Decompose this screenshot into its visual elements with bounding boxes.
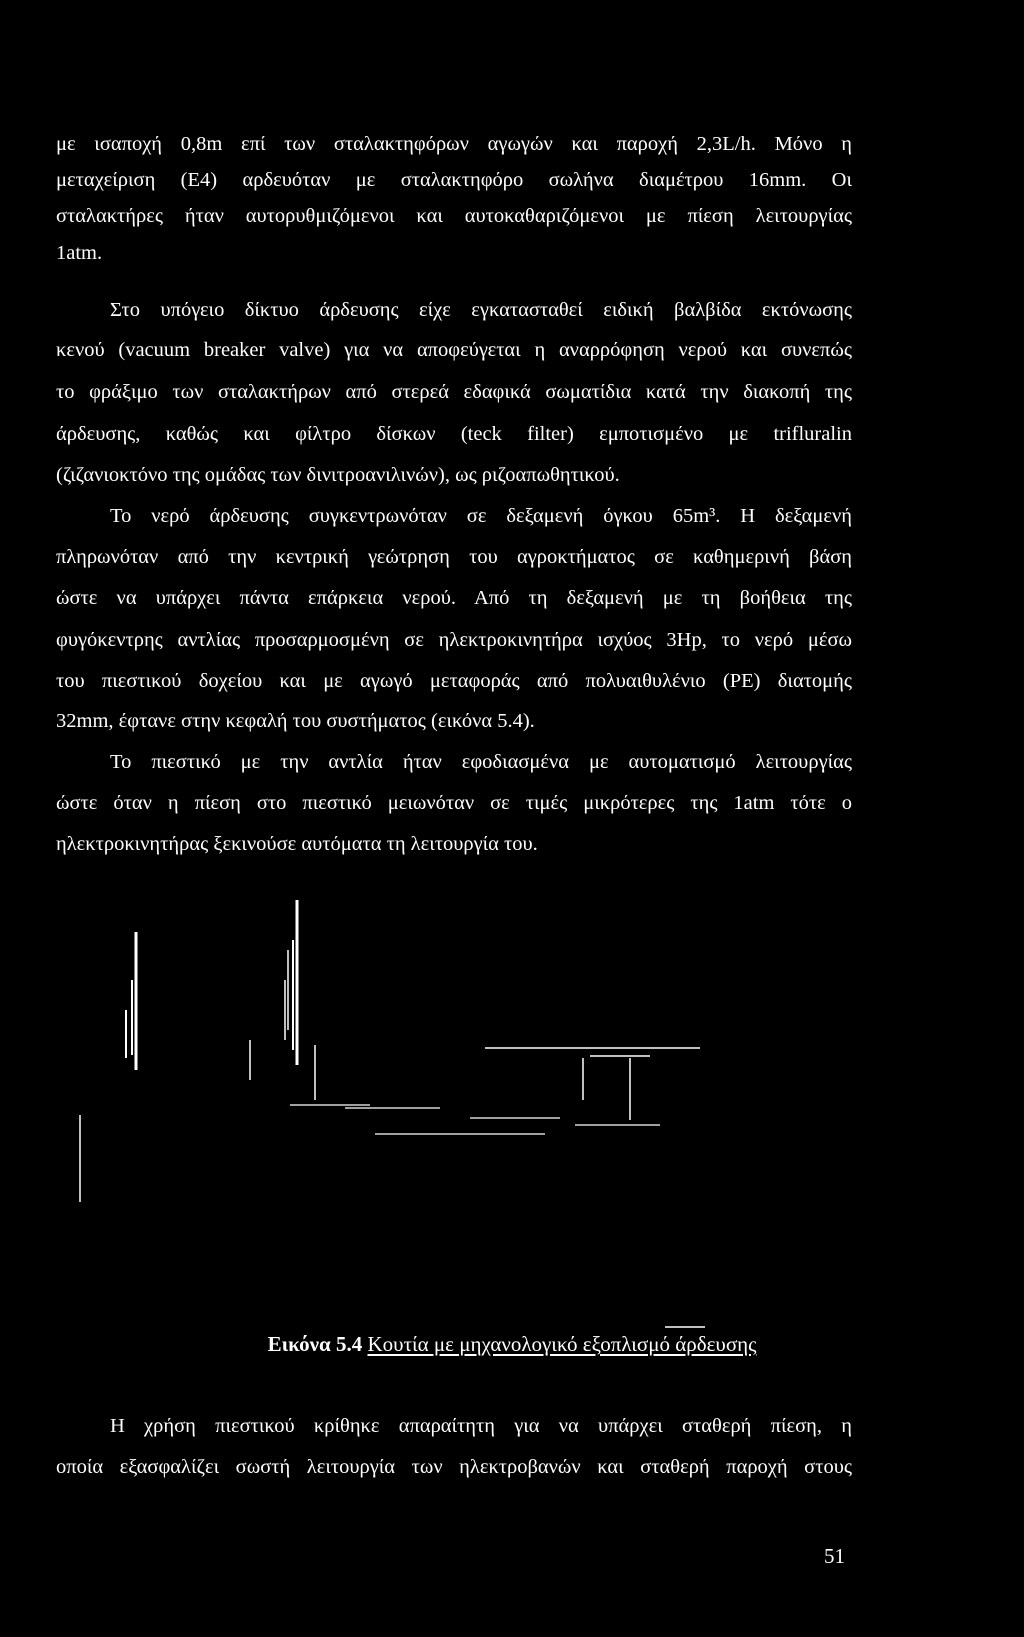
text-line: πληρωνόταν από την κεντρική γεώτρηση του αγροκτήματος σε καθημερινή βάση <box>56 546 852 568</box>
text-line: ώστε να υπάρχει πάντα επάρκεια νερού. Από τη δεξαμενή με τη βοήθεια της <box>56 587 852 609</box>
text-line: 1atm. <box>56 242 103 264</box>
text-line: ηλεκτροκινητήρας ξεκινούσε αυτόματα τη λειτουργία του. <box>56 833 538 855</box>
text-line: οποία εξασφαλίζει σωστή λειτουργία των ηλεκτροβανών και σταθερή παροχή στους <box>56 1456 852 1478</box>
text-line: με ισαποχή 0,8m επί των σταλακτηφόρων αγωγών και παροχή 2,3L/h. Μόνο η <box>56 133 852 155</box>
text-line: σταλακτήρες ήταν αυτορυθμιζόμενοι και αυτοκαθαριζόμενοι με πίεση λειτουργίας <box>56 205 852 227</box>
text-line: του πιεστικού δοχείου και με αγωγό μεταφοράς από πολυαιθυλένιο (PE) διατομής <box>56 670 852 692</box>
figure-caption <box>0 1330 1024 1358</box>
text-line: ώστε όταν η πίεση στο πιεστικό μειωνόταν σε τιμές μικρότερες της 1atm τότε ο <box>56 792 852 814</box>
text-line: Η χρήση πιεστικού κρίθηκε απαραίτητη για να υπάρχει σταθερή πίεση, η <box>110 1415 852 1437</box>
text-line: (ζιζανιοκτόνο της ομάδας των δινιτροανιλινών), ως ριζοαπωθητικού. <box>56 464 620 486</box>
text-line: μεταχείριση (Ε4) αρδευόταν με σταλακτηφόρο σωλήνα διαμέτρου 16mm. Οι <box>56 169 852 191</box>
text-line: το φράξιμο των σταλακτήρων από στερεά εδαφικά σωματίδια κατά την διακοπή της <box>56 381 852 403</box>
text-line: κενού (vacuum breaker valve) για να αποφεύγεται η αναρρόφηση νερού και συνεπώς <box>56 339 852 361</box>
text-line: 32mm, έφτανε στην κεφαλή του συστήματος (εικόνα 5.4). <box>56 710 535 732</box>
figure-equipment-box <box>0 880 1024 1330</box>
text-line: Το νερό άρδευσης συγκεντρωνόταν σε δεξαμενή όγκου 65m³. Η δεξαμενή <box>110 505 852 527</box>
text-line: Στο υπόγειο δίκτυο άρδευσης είχε εγκατασταθεί ειδική βαλβίδα εκτόνωσης <box>110 299 852 321</box>
figure-line-art <box>80 900 705 1327</box>
caption-text: Κουτία με μηχανολογικό εξοπλισμό άρδευσης <box>367 1332 757 1356</box>
caption-label: Εικόνα 5.4 <box>267 1332 363 1356</box>
text-line: φυγόκεντρης αντλίας προσαρμοσμένη σε ηλεκτροκινητήρα ισχύος 3Hp, το νερό μέσω <box>56 629 852 651</box>
text-line: άρδευσης, καθώς και φίλτρο δίσκων (teck filter) εμποτισμένο με trifluralin <box>56 423 852 445</box>
page-number: 51 <box>824 1544 845 1568</box>
text-line: Το πιεστικό με την αντλία ήταν εφοδιασμένα με αυτοματισμό λειτουργίας <box>110 751 852 773</box>
